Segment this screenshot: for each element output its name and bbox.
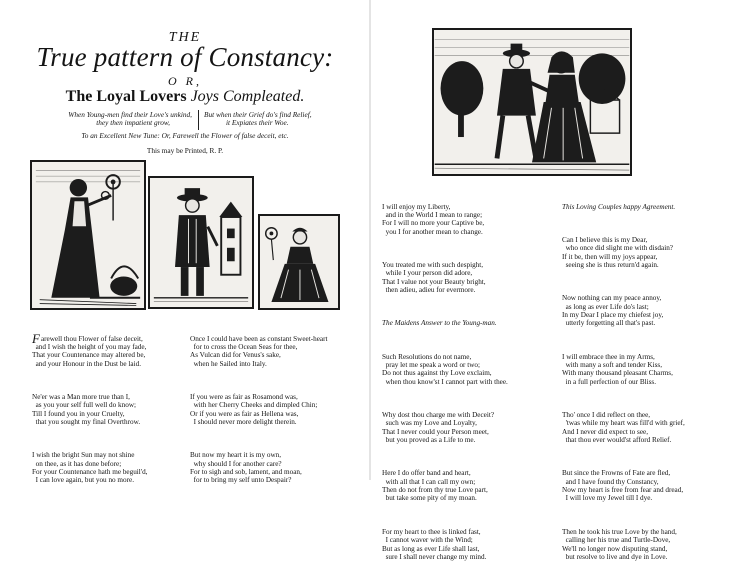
verse-line: as long as ever Life do's last; bbox=[562, 302, 649, 311]
argument-left-line: When Young-men find their Love's unkind, bbox=[68, 110, 192, 119]
verse-line: Till I found you in your Cruelty, bbox=[32, 409, 125, 418]
stanza bbox=[382, 469, 508, 502]
stanza bbox=[382, 203, 508, 236]
verse-line: I wish the bright Sun may not shine bbox=[32, 451, 135, 460]
verse-line: for to bring my self unto Despair? bbox=[190, 476, 292, 485]
verse-line: We'll no longer now disputing stand, bbox=[562, 544, 668, 553]
verse-line: in a full perfection of our Bliss. bbox=[562, 377, 657, 386]
woodcut-lady-with-flower bbox=[30, 160, 146, 310]
verse-line: and your Honour in the Dust be laid. bbox=[32, 359, 141, 368]
verse-line: For to sigh and sob, lament, and moan, bbox=[190, 468, 302, 477]
stanza bbox=[382, 528, 508, 561]
verse-column-3 bbox=[382, 186, 508, 578]
verse-column-1 bbox=[32, 318, 147, 501]
verse-line: as you your self full well do know; bbox=[32, 401, 137, 410]
verse-line: and in the World I mean to range; bbox=[382, 211, 483, 220]
stanza bbox=[190, 451, 328, 484]
verse-line: when he Sailed into Italy. bbox=[190, 359, 267, 368]
verse-line: and I have found thy Constancy, bbox=[562, 477, 659, 486]
stanza bbox=[382, 261, 508, 294]
stanza bbox=[190, 335, 328, 368]
ballad-subtitle bbox=[0, 88, 370, 106]
argument-divider bbox=[198, 110, 199, 130]
verse-line: That your Countenance may altered be, bbox=[32, 351, 146, 360]
verse-line: In my Dear I place my chiefest joy, bbox=[562, 311, 664, 320]
verse-line: For my heart to thee is linked fast, bbox=[382, 527, 481, 536]
woodcut-lady-small bbox=[258, 214, 340, 310]
verse-line: 'twas while my heart was fill'd with grief, bbox=[562, 419, 685, 428]
subtitle-bold: The Loyal Lovers bbox=[65, 88, 187, 105]
verse-line: I will embrace thee in my Arms, bbox=[562, 352, 655, 361]
verse-column-2 bbox=[190, 318, 328, 501]
verse-line: with many a soft and tender Kiss, bbox=[562, 361, 663, 370]
verse-line: that thou ever would'st afford Relief. bbox=[562, 436, 672, 445]
drop-cap: F bbox=[32, 330, 40, 346]
stanza bbox=[562, 469, 685, 502]
verse-line: calling her his true and Turtle-Dove, bbox=[562, 536, 671, 545]
verse-line: when thou know'st I cannot part with thee. bbox=[382, 377, 508, 386]
verse-line: but resolve to live and dye in Love. bbox=[562, 552, 668, 561]
stanza bbox=[562, 411, 685, 444]
verse-line: You treated me with such despight, bbox=[382, 261, 484, 270]
verse-line: with all that I can call my own; bbox=[382, 477, 476, 486]
argument-right-line: it Expiates their Woe. bbox=[226, 118, 289, 128]
subtitle-rest: Joys Compleated. bbox=[186, 88, 305, 105]
stanza bbox=[32, 330, 147, 368]
courting-couple-icon bbox=[434, 30, 630, 174]
licence-line: This may be Printed, R. P. bbox=[146, 146, 224, 155]
argument-right-line: But when their Grief do's find Relief, bbox=[204, 110, 312, 119]
verse-line: I can love again, but you no more. bbox=[32, 476, 134, 485]
heading-the: THE bbox=[168, 30, 202, 45]
verse-column-4 bbox=[562, 186, 685, 578]
stanza bbox=[562, 236, 685, 269]
stanza bbox=[562, 294, 685, 327]
argument-left bbox=[62, 111, 192, 128]
verse-line: If it be, then will my joys appear, bbox=[562, 252, 658, 261]
verse-line: For I will no more your Captive be, bbox=[382, 219, 485, 228]
verse-line: Such Resolutions do not name, bbox=[382, 352, 472, 361]
verse-line: arewell thou Flower of false deceit, bbox=[40, 334, 143, 343]
verse-line: Once I could have been as constant Sweet-heart bbox=[190, 334, 328, 343]
stanza bbox=[562, 528, 685, 561]
verse-line: I will enjoy my Liberty, bbox=[382, 202, 451, 211]
verse-line: Can I believe this is my Dear, bbox=[562, 236, 648, 245]
verse-line: Do not thus against thy Love exclaim, bbox=[382, 369, 492, 378]
verse-line: with her Cherry Cheeks and dimpled Chin; bbox=[190, 401, 318, 410]
verse-line: sure I shall never change my mind. bbox=[382, 552, 487, 561]
verse-line: Tho' once I did reflect on thee, bbox=[562, 411, 651, 420]
verse-line: But as long as ever Life shall last, bbox=[382, 544, 480, 553]
verse-line: Or if you were as fair as Hellena was, bbox=[190, 409, 299, 418]
verse-line: Now my heart is free from fear and dread, bbox=[562, 486, 684, 495]
agreement-heading: This Loving Couples happy Agreement. bbox=[562, 202, 676, 211]
verse-line: seeing she is thus return'd again. bbox=[562, 261, 659, 270]
lady-with-flower-icon bbox=[32, 162, 144, 308]
stanza bbox=[32, 393, 147, 426]
verse-line: For your Countenance hath me beguil'd, bbox=[32, 468, 148, 477]
verse-line: that you sought my final Overthrow. bbox=[32, 418, 141, 427]
verse-line: I should never more delight therein. bbox=[190, 418, 297, 427]
right-page bbox=[372, 0, 740, 561]
verse-line: Here I do offer band and heart, bbox=[382, 469, 471, 478]
verse-line: utterly forgetting all that's past. bbox=[562, 319, 656, 328]
verse-line: such was my Love and Loyalty, bbox=[382, 419, 477, 428]
woodcut-gentleman-before-house bbox=[148, 176, 254, 309]
verse-line: I will love my Jewel till I dye. bbox=[562, 494, 653, 503]
verse-line: That I value not your Beauty bright, bbox=[382, 277, 486, 286]
verse-line: but take some pity of my moan. bbox=[382, 494, 477, 503]
heading-or: O R, bbox=[168, 74, 202, 88]
verse-line: Then he took his true Love by the hand, bbox=[562, 527, 677, 536]
verse-line: But now my heart it is my own, bbox=[190, 451, 282, 460]
verse-line: why should I for another care? bbox=[190, 459, 282, 468]
verse-line: As Vulcan did for Venus's sake, bbox=[190, 351, 281, 360]
stanza bbox=[382, 353, 508, 386]
verse-line: you I for another mean to change. bbox=[382, 227, 483, 236]
woodcut-courting-couple bbox=[432, 28, 632, 176]
lady-small-icon bbox=[260, 216, 338, 308]
gentleman-icon bbox=[150, 178, 252, 307]
verse-line: Ne'er was a Man more true than I, bbox=[32, 393, 130, 402]
verse-line: I cannot waver with the Wind; bbox=[382, 536, 473, 545]
verse-line: But since the Frowns of Fate are fled, bbox=[562, 469, 671, 478]
verse-line: but you proved as a Life to me. bbox=[382, 436, 476, 445]
verse-line: Why dost thou charge me with Deceit? bbox=[382, 411, 495, 420]
argument-left-line: they then impatient grow, bbox=[96, 118, 170, 128]
verse-line: Now nothing can my peace annoy, bbox=[562, 294, 662, 303]
verse-line: Then do not from thy true Love part, bbox=[382, 486, 488, 495]
argument-right bbox=[204, 111, 344, 128]
verse-line: while I your person did adore, bbox=[382, 269, 473, 278]
verse-line: pray let me speak a word or two; bbox=[382, 361, 480, 370]
verse-line: on thee, as it has done before; bbox=[32, 459, 122, 468]
stanza bbox=[562, 353, 685, 386]
stanza bbox=[190, 393, 328, 426]
verse-line: That I never could your Person meet, bbox=[382, 427, 489, 436]
verse-line: If you were as fair as Rosamond was, bbox=[190, 393, 298, 402]
answer-heading: The Maidens Answer to the Young-man. bbox=[382, 319, 497, 328]
tune-line: To an Excellent New Tune: Or, Farewell the Flower of false deceit, etc. bbox=[81, 131, 289, 140]
ballad-title: True pattern of Constancy: bbox=[36, 42, 334, 72]
verse-line: who once did slight me with disdain? bbox=[562, 244, 673, 253]
stanza bbox=[32, 451, 147, 484]
verse-line: With many thousand pleasant Charms, bbox=[562, 369, 673, 378]
verse-line: and I wish the height of you may fade, bbox=[32, 343, 147, 352]
stanza bbox=[382, 411, 508, 444]
verse-line: for to cross the Ocean Seas for thee, bbox=[190, 343, 298, 352]
verse-line: And I never did expect to see, bbox=[562, 427, 649, 436]
left-page bbox=[0, 0, 370, 485]
verse-line: then adieu, adieu for evermore. bbox=[382, 286, 476, 295]
